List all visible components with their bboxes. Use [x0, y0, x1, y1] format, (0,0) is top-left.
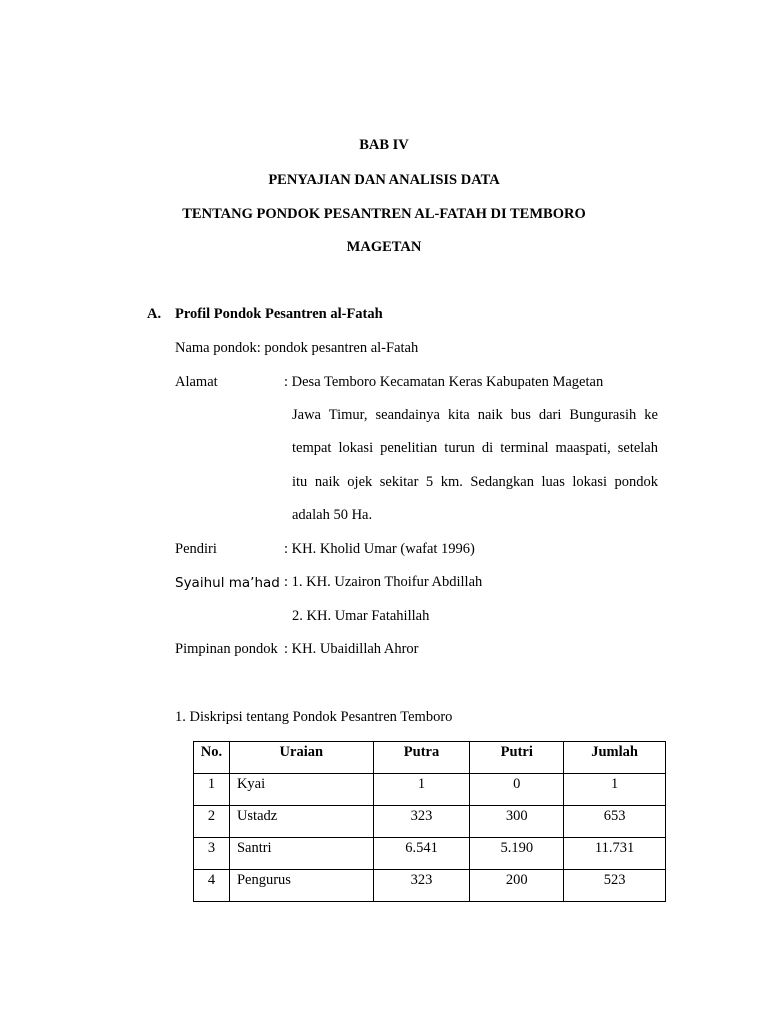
alamat-line-2: Jawa Timur, seandainya kita naik bus dari Bungurasih ke: [292, 407, 658, 423]
table-row: [194, 806, 666, 838]
cell-uraian: Kyai: [229, 774, 373, 806]
syaihul-label: Syaihul ma’had: [175, 575, 280, 591]
header-putri: Putri: [470, 742, 564, 774]
cell-uraian: Santri: [229, 838, 373, 870]
subsection-title: 1. Diskripsi tentang Pondok Pesantren Temboro: [175, 709, 453, 725]
cell-putri: 0: [470, 774, 564, 806]
table-header-row: [194, 742, 666, 774]
table-row: [194, 838, 666, 870]
nama-pondok: Nama pondok: pondok pesantren al-Fatah: [175, 340, 419, 356]
alamat-line-4: itu naik ojek sekitar 5 km. Sedangkan luas lokasi pondok: [292, 474, 658, 490]
cell-jumlah: 653: [564, 806, 666, 838]
table-row: [194, 774, 666, 806]
chapter-title-line-3: MAGETAN: [346, 239, 422, 255]
syaihul-value-2: 2. KH. Umar Fatahillah: [292, 608, 430, 624]
pimpinan-value: : KH. Ubaidillah Ahror: [284, 641, 419, 657]
cell-putra: 6.541: [373, 838, 470, 870]
alamat-line-1: : Desa Temboro Kecamatan Keras Kabupaten Magetan: [284, 374, 604, 390]
alamat-label: Alamat: [175, 374, 218, 390]
cell-no: 4: [194, 870, 230, 902]
cell-jumlah: 1: [564, 774, 666, 806]
header-putra: Putra: [373, 742, 470, 774]
cell-no: 1: [194, 774, 230, 806]
cell-putri: 300: [470, 806, 564, 838]
pendiri-label: Pendiri: [175, 541, 217, 557]
description-table: [193, 741, 666, 902]
cell-putra: 323: [373, 870, 470, 902]
header-jumlah: Jumlah: [564, 742, 666, 774]
cell-uraian: Pengurus: [229, 870, 373, 902]
alamat-line-3: tempat lokasi penelitian turun di terminal maaspati, setelah: [292, 440, 658, 456]
cell-putra: 1: [373, 774, 470, 806]
cell-no: 2: [194, 806, 230, 838]
cell-uraian: Ustadz: [229, 806, 373, 838]
pimpinan-label: Pimpinan pondok: [175, 641, 278, 657]
header-no: No.: [194, 742, 230, 774]
section-title: Profil Pondok Pesantren al-Fatah: [175, 306, 383, 322]
cell-jumlah: 523: [564, 870, 666, 902]
chapter-title-line-1: PENYAJIAN DAN ANALISIS DATA: [268, 172, 500, 188]
syaihul-value-1: : 1. KH. Uzairon Thoifur Abdillah: [284, 574, 483, 590]
chapter-number: BAB IV: [359, 137, 409, 153]
cell-putra: 323: [373, 806, 470, 838]
chapter-title-line-2: TENTANG PONDOK PESANTREN AL-FATAH DI TEMBORO: [182, 206, 586, 222]
cell-putri: 200: [470, 870, 564, 902]
pendiri-value: : KH. Kholid Umar (wafat 1996): [284, 541, 475, 557]
cell-no: 3: [194, 838, 230, 870]
header-uraian: Uraian: [229, 742, 373, 774]
section-letter: A.: [147, 306, 162, 322]
alamat-line-5: adalah 50 Ha.: [292, 507, 373, 523]
table-row: [194, 870, 666, 902]
cell-putri: 5.190: [470, 838, 564, 870]
cell-jumlah: 11.731: [564, 838, 666, 870]
